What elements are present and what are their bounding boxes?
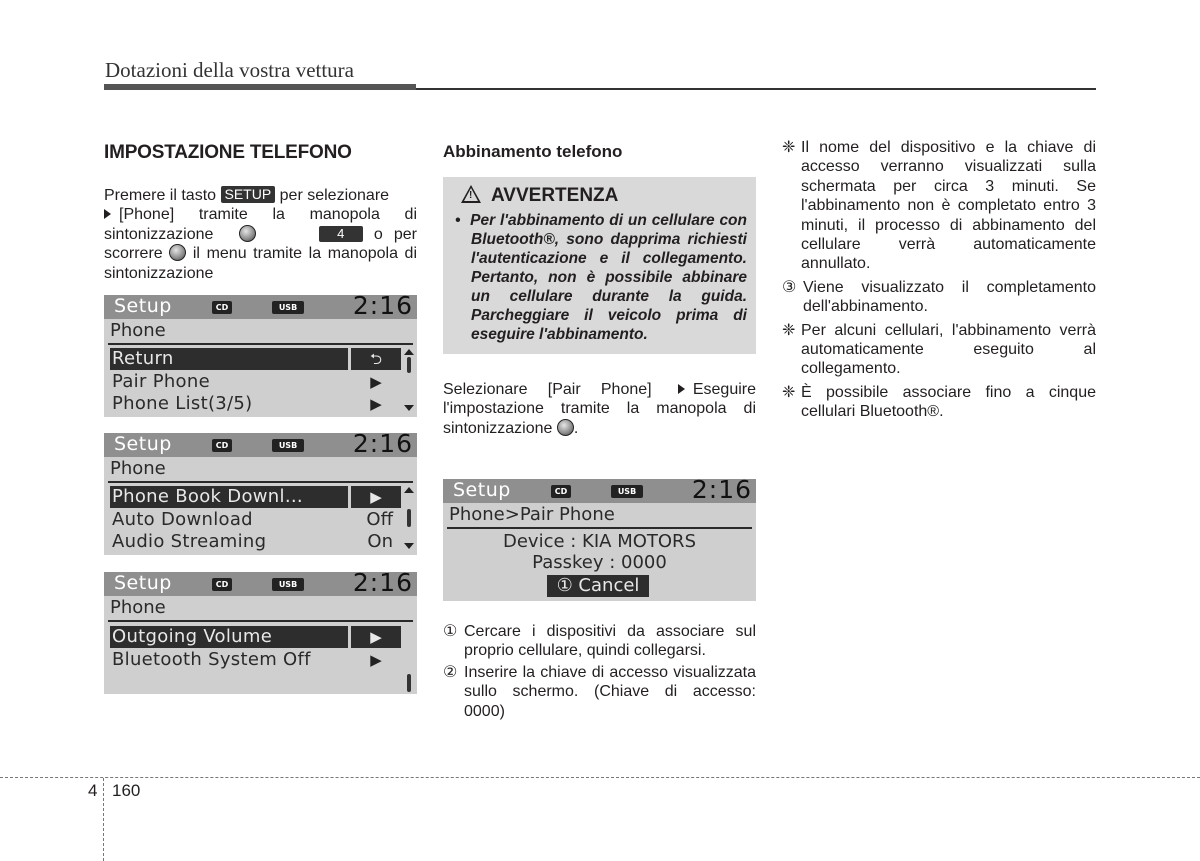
cd-icon: CD — [551, 485, 571, 498]
warning-title: AVVERTENZA — [491, 185, 619, 206]
arrow-right-icon: ▶ — [370, 651, 382, 669]
cd-icon: CD — [212, 578, 232, 591]
list-item: ❈ Per alcuni cellulari, l'abbinamento verrà automaticamente eseguito al collegamento. — [782, 321, 1096, 378]
lcd-breadcrumb: Phone — [110, 458, 166, 479]
warning-box — [443, 177, 756, 354]
menu-item-phone-list[interactable]: Phone List(3/5) — [112, 393, 253, 414]
list-item: ② Inserire la chiave di accesso visualizzata sullo schermo. (Chiave di accesso: 0000) — [443, 663, 756, 720]
lcd-screen-phone-menu-2 — [104, 429, 417, 555]
arrow-right-icon: ▶ — [351, 626, 401, 648]
list-item: ① Cercare i dispositivi da associare sul proprio cellulare, quindi collegarsi. — [443, 623, 756, 660]
scroll-up-icon — [404, 349, 414, 355]
lcd-setup-label: Setup — [114, 572, 172, 594]
header-rule-thin — [416, 88, 1096, 90]
menu-item-audio-streaming[interactable]: Audio Streaming — [112, 531, 267, 552]
return-icon: ⮌ — [351, 348, 401, 370]
menu-item-auto-download[interactable]: Auto Download — [112, 509, 253, 530]
usb-icon: USB — [611, 485, 643, 498]
list-item: ❈ Il nome del dispositivo e la chiave di accesso verranno visualizzati sulla schermata per circa 3 minuti. Se l'abbinamento non è completato entro 3 minuti, il processo di abbinamento del cellulare verrà automaticamente annullato. — [782, 139, 1096, 273]
chapter-number: 4 — [88, 781, 98, 800]
list-item: ③ Viene visualizzato il completamento dell'abbinamento. — [782, 278, 1096, 316]
passkey: Passkey : 0000 — [532, 552, 667, 573]
warning-text: • Per l'abbinamento di un cellulare con Bluetooth®, sono dapprima richiesti l'autenticazione e il collegamento. Pertanto, non è possibile abbinare un cellulare durante la guida. Parcheggiare il veicolo prima di eseguire l'abbinamento. — [455, 212, 747, 343]
usb-icon: USB — [272, 578, 304, 591]
lcd-clock: 2:16 — [691, 475, 752, 504]
lcd-setup-label: Setup — [114, 295, 172, 317]
cancel-button[interactable]: ① Cancel — [547, 575, 649, 597]
list-item: ❈ È possibile associare fino a cinque cellulari Bluetooth®. — [782, 383, 1096, 421]
menu-item-bluetooth-system-off[interactable]: Bluetooth System Off — [112, 649, 311, 670]
menu-item-outgoing-volume[interactable]: Outgoing Volume — [110, 626, 348, 648]
lcd-breadcrumb: Phone — [110, 320, 166, 341]
arrow-right-icon: ▶ — [370, 373, 382, 391]
lcd-clock: 2:16 — [352, 568, 413, 597]
footer-vertical-divider — [103, 778, 104, 861]
lcd-setup-label: Setup — [453, 479, 511, 501]
section-heading: IMPOSTAZIONE TELEFONO — [104, 142, 352, 163]
usb-icon: USB — [272, 439, 304, 452]
menu-item-pair-phone[interactable]: Pair Phone — [112, 371, 210, 392]
menu-item-return[interactable]: Return — [110, 348, 348, 370]
lcd-screen-pair-phone — [443, 475, 756, 601]
arrow-right-icon: ▶ — [370, 395, 382, 413]
scroll-down-icon — [404, 405, 414, 411]
pair-steps — [443, 622, 756, 723]
arrow-right-icon — [678, 384, 685, 394]
cd-icon: CD — [212, 439, 232, 452]
pair-instruction-paragraph: Selezionare [Pair Phone] Eseguire l'impostazione tramite la manopola di sintonizzazione . — [443, 381, 756, 437]
key-4-label: 4 — [319, 226, 363, 242]
header-rule-thick — [104, 84, 416, 90]
page-header-title: Dotazioni della vostra vettura — [105, 58, 354, 82]
cd-icon: CD — [212, 301, 232, 314]
intro-paragraph: Premere il tasto SETUP per selezionare [Phone] tramite la manopola di sintonizzazione 4 o per scorrere il menu tramite la manopola di sintonizzazione — [104, 186, 418, 282]
tune-knob-icon — [169, 244, 186, 261]
menu-item-phone-book-download[interactable]: Phone Book Downl… — [110, 486, 348, 508]
lcd-clock: 2:16 — [352, 291, 413, 320]
warning-triangle-icon: ! — [461, 185, 481, 203]
device-name: Device : KIA MOTORS — [502, 531, 696, 552]
tune-knob-icon — [239, 225, 256, 242]
usb-icon: USB — [272, 301, 304, 314]
audio-streaming-value: On — [367, 531, 393, 552]
scrollbar[interactable] — [404, 487, 414, 549]
right-column — [782, 138, 1096, 424]
footer-divider — [0, 777, 1200, 778]
setup-key-label: SETUP — [221, 186, 276, 203]
tune-knob-icon — [557, 419, 574, 436]
arrow-right-icon — [104, 209, 111, 219]
scrollbar[interactable] — [404, 349, 414, 411]
subsection-heading: Abbinamento telefono — [443, 142, 623, 161]
lcd-breadcrumb: Phone>Pair Phone — [449, 504, 615, 525]
lcd-clock: 2:16 — [352, 429, 413, 458]
lcd-screen-phone-menu-1 — [104, 291, 417, 417]
lcd-screen-phone-menu-3 — [104, 568, 417, 694]
lcd-setup-label: Setup — [114, 433, 172, 455]
left-column — [104, 140, 417, 283]
middle-column — [443, 140, 756, 438]
auto-download-value: Off — [366, 509, 393, 530]
scrollbar[interactable] — [404, 628, 414, 694]
page-number: 160 — [112, 781, 141, 800]
arrow-right-icon: ▶ — [351, 486, 401, 508]
lcd-breadcrumb: Phone — [110, 597, 166, 618]
scroll-down-icon — [404, 543, 414, 549]
